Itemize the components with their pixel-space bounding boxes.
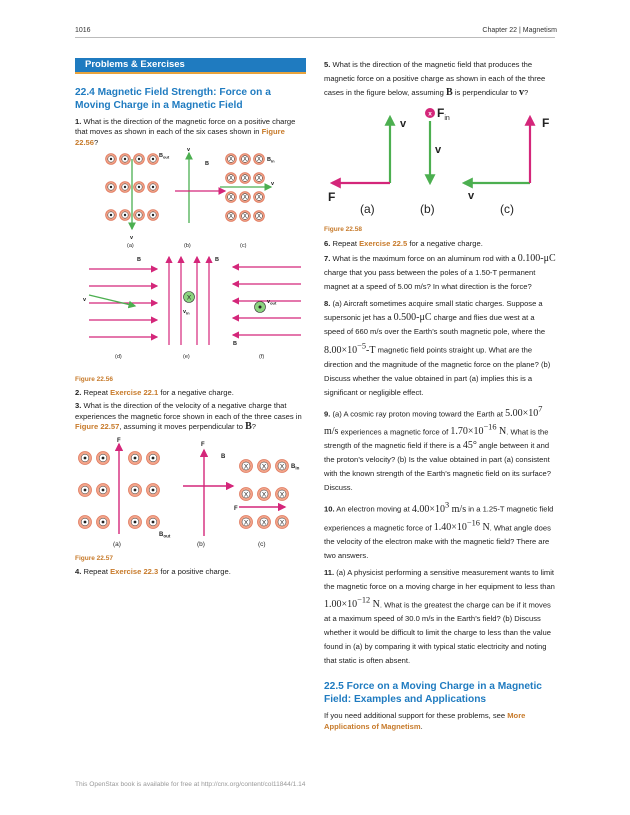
svg-text:(a): (a) — [127, 243, 134, 250]
svg-text:vout: $v_{out}$ — [267, 299, 277, 306]
fig56-panel-d — [83, 257, 157, 360]
svg-text:B: B — [205, 161, 209, 168]
svg-text:vin: $v_{in}$ — [183, 309, 190, 316]
fig56-panel-a — [106, 153, 170, 249]
support-paragraph: If you need additional support for these problems, see More Applications of Magnetism. — [324, 711, 526, 731]
svg-text:Bout: $B_{out}$ — [159, 153, 170, 160]
svg-text:Fin: $F_{in}$ — [437, 106, 450, 122]
svg-text:Bin: $B_{in}$ — [291, 463, 300, 471]
svg-text:v: v — [130, 235, 134, 242]
svg-text:B: B — [137, 257, 141, 264]
svg-text:v: v — [271, 181, 275, 188]
svg-text:Bin: $B_{in}$ — [267, 157, 275, 164]
fig57-panel-a — [79, 438, 171, 548]
fig57-panel-b — [183, 442, 233, 548]
svg-text:(c): (c) — [240, 243, 247, 250]
svg-text:(a): (a) — [360, 202, 375, 216]
figure-22-56-caption: Figure 22.56 — [75, 375, 113, 383]
exercise-22-3-link[interactable]: Exercise 22.3 — [110, 567, 159, 577]
figure-22-57-caption: Figure 22.57 — [75, 555, 113, 563]
problem-11: 11. (a) A physicist performing a sensitive measurement wants to limit the magnetic force on a moving charge in her equipment to less than $1.00\times 10^{-12}$ N. What is the greatest the charge can be if it moves at a maximum speed of 30.0 m/s in the Earth’s field? (b) Discuss whether it would be difficult to limit the charge to less than the value found in (a) by comparing it with typical static electricity and noting that static is often absent. — [324, 567, 555, 666]
svg-text:F: F — [542, 116, 550, 130]
exercise-22-1-link[interactable]: Exercise 22.1 — [110, 388, 159, 398]
figure-22-58 — [324, 103, 556, 219]
svg-text:(d): (d) — [115, 354, 122, 361]
page-footer: This OpenStax book is available for free at http://cnx.org/content/col11844/1.14 — [75, 781, 306, 788]
fig56-panel-e — [169, 257, 219, 360]
svg-text:(b): (b) — [197, 540, 205, 548]
svg-text:F: F — [234, 505, 238, 512]
svg-text:(c): (c) — [500, 202, 514, 216]
page-number: 1016 — [75, 27, 91, 34]
fig56-panel-c — [220, 154, 275, 249]
svg-text:X: X — [186, 294, 192, 302]
svg-text:B: B — [215, 257, 219, 264]
fig56-panel-b — [175, 147, 225, 249]
svg-text:v: v — [400, 118, 407, 130]
fig58-panel-b — [420, 106, 450, 216]
right-column — [324, 58, 556, 735]
problem-3: 3. What is the direction of the velocity of a negative charge that experiences the magnetic force shown in each of the three cases in Figure 22.57, assuming it moves perpendicular to B? — [75, 401, 302, 433]
svg-text:v: v — [435, 144, 442, 156]
fig57-panel-c — [234, 459, 300, 548]
svg-text:B: B — [221, 453, 226, 460]
left-column — [72, 58, 306, 581]
svg-text:Bout: $B_{out}$ — [159, 531, 171, 539]
chapter-header: Chapter 22 | Magnetism — [482, 27, 557, 34]
problem-10: 10. An electron moving at $4.00\times 10^3$ m/s in a 1.25-T magnetic field experiences a magnetic force of $1.40\times 10^{-16}$ N. What angle does the velocity of the electron make with the magnetic field? There are two answers. — [324, 500, 554, 560]
svg-text:B: B — [233, 341, 237, 348]
svg-text:F: F — [201, 441, 205, 448]
svg-text:(e): (e) — [183, 354, 190, 361]
figure-22-58-caption: Figure 22.58 — [324, 226, 362, 234]
svg-text:v: v — [187, 147, 191, 154]
svg-text:(f): (f) — [259, 354, 265, 361]
svg-text:x: x — [428, 110, 432, 118]
svg-text:v: v — [468, 190, 475, 202]
figure-22-57: X F $B_{out}$ (a) F B (b) $B_{in}$ F (c) — [72, 433, 300, 548]
problems-banner: Problems & Exercises — [75, 58, 306, 74]
svg-text:(c): (c) — [258, 540, 266, 548]
svg-text:(b): (b) — [184, 243, 191, 250]
svg-text:(a): (a) — [113, 540, 121, 548]
svg-text:F: F — [328, 190, 336, 204]
exercise-22-5-link[interactable]: Exercise 22.5 — [359, 238, 408, 248]
problem-8: 8. (a) Aircraft sometimes acquire small static charges. Suppose a supersonic jet has a 0.500-μC charge and flies due west at a speed of 660 m/s over the Earth’s south magnetic pole, where the $8.00\times 10^{-5}-T$ magnetic field points straight up. What are the direction and the magnitude of the magnetic force on the plane? (b) Discuss whether the value obtained in part (a) implies this is a significant or negligible effect. — [324, 299, 551, 397]
problem-5: 5. What is the direction of the magnetic field that produces the magnetic force on a positive charge as shown in each of the three cases in the figure below, assuming B is perpendicular to v? — [324, 60, 546, 98]
header-rule — [75, 37, 555, 38]
figure-22-56-link[interactable]: Figure 22.56 — [75, 127, 285, 147]
problem-2: 2. Repeat Exercise 22.1 for a negative charge. — [75, 388, 234, 398]
section-22-4-title: 22.4 Magnetic Field Strength: Force on a Moving Charge in a Magnetic Field — [75, 87, 271, 111]
problem-9: 9. (a) A cosmic ray proton moving toward the Earth at $5.00\times 10^7$ m/s experiences a magnetic force of $1.70\times 10^{-16}$ N. What is the strength of the magnetic field if there is a 45° angle between it and the proton’s velocity? (b) Is the value obtained in part (a) consistent with the known strength of the Earth’s magnetic field on its surface? Discuss. — [324, 404, 551, 493]
problem-7: 7. What is the maximum force on an aluminum rod with a 0.100-μC charge that you pass between the poles of a 1.50-T permanent magnet at a speed of 5.00 m/s? In what direction is the force? — [324, 253, 556, 292]
section-22-5-title: 22.5 Force on a Moving Charge in a Magnetic Field: Examples and Applications — [324, 681, 542, 705]
more-applications-link[interactable]: More Applications of Magnetism — [324, 711, 526, 731]
problem-4: 4. Repeat Exercise 22.3 for a positive charge. — [75, 567, 231, 577]
svg-text:(b): (b) — [420, 202, 435, 216]
fig58-panel-a — [328, 117, 407, 216]
figure-22-57-link[interactable]: Figure 22.57 — [75, 422, 120, 432]
fig58-panel-c — [464, 116, 549, 216]
figure-22-56: X $B_{out}$ v (a) v B (b) $B_{in}$ v (c) B v (d) X B $v_{in}$ (e) $v_{out}$ B (f) — [75, 151, 306, 368]
svg-text:v: v — [83, 297, 87, 304]
svg-text:F: F — [117, 437, 121, 444]
problem-6: 6. Repeat Exercise 22.5 for a negative charge. — [324, 238, 483, 248]
problem-1: 1. What is the direction of the magnetic force on a positive charge that moves as shown in each of the six cases shown in Figure 22.56? — [75, 117, 296, 147]
fig56-panel-f — [233, 267, 301, 360]
